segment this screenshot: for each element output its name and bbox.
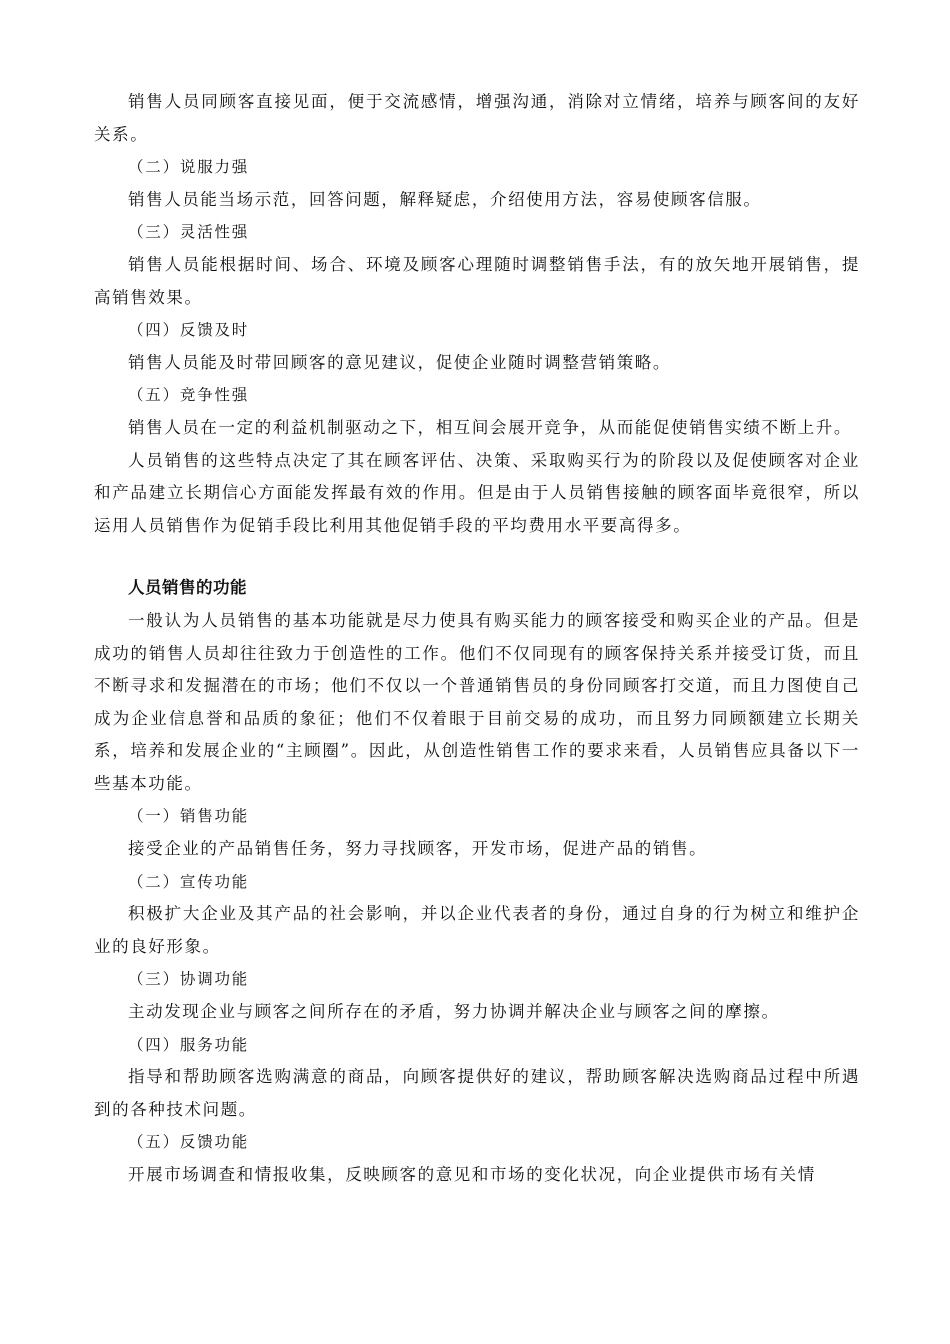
document-body [94, 86, 860, 1192]
subheading-persuasion: （二）说服力强 [128, 158, 250, 177]
paragraph-summary: 人员销售的这些特点决定了其在顾客评估、决策、采取购买行为的阶段以及促使顾客对企业和产品建立长期信心方面能发挥最有效的作用。但是由于人员销售接触的顾客面毕竟很窄，所以运用人员销售作为促销手段比利用其他促销手段的平均费用水平要高得多。 [94, 450, 860, 535]
subheading-feedback-function: （五）反馈功能 [128, 1133, 250, 1152]
subheading-promotion-function: （二）宣传功能 [128, 872, 250, 891]
paragraph-competitiveness: 销售人员在一定的利益机制驱动之下，相互间会展开竞争，从而能促使销售实绩不断上升。 [128, 417, 852, 437]
paragraph-sales-function: 接受企业的产品销售任务，努力寻找顾客，开发市场，促进产品的销售。 [128, 839, 708, 859]
paragraph-feedback-function: 开展市场调查和情报收集，反映顾客的意见和市场的变化状况，向企业提供市场有关情 [128, 1165, 816, 1184]
paragraph-feedback-timely: 销售人员能及时带回顾客的意见建议，促使企业随时调整营销策略。 [128, 352, 671, 372]
subheading-service-function: （四）服务功能 [128, 1035, 250, 1054]
subheading-competitiveness: （五）竞争性强 [128, 386, 250, 405]
paragraph-functions-intro: 一般认为人员销售的基本功能就是尽力使具有购买能力的顾客接受和购买企业的产品。但是成功的销售人员却往往致力于创造性的工作。他们不仅同现有的顾客保持关系并接受订货，而且不断寻求和发掘潜在的市场；他们不仅以一个普通销售员的身份同顾客打交道，而且力图使自己成为企业信息誉和品质的象征；他们不仅着眼于目前交易的成功，而且努力同顾额建立长期关系，培养和发展企业的“主顾圈”。因此，从创造性销售工作的要求来看，人员销售应具备以下一些基本功能。 [94, 610, 860, 793]
paragraph-intro: 销售人员同顾客直接见面，便于交流感情，增强沟通，消除对立情绪，培养与顾客间的友好关系。 [94, 92, 860, 144]
paragraph-persuasion: 销售人员能当场示范，回答问题，解释疑虑，介绍使用方法，容易使顾客信服。 [128, 189, 762, 209]
paragraph-promotion-function: 积极扩大企业及其产品的社会影响，并以企业代表者的身份，通过自身的行为树立和维护企业的良好形象。 [94, 904, 860, 956]
section-heading-functions: 人员销售的功能 [128, 578, 247, 598]
subheading-sales-function: （一）销售功能 [128, 807, 250, 826]
paragraph-coordination-function: 主动发现企业与顾客之间所存在的矛盾，努力协调并解决企业与顾客之间的摩擦。 [128, 1002, 780, 1022]
subheading-flexibility: （三）灵活性强 [128, 223, 250, 242]
subheading-feedback-timely: （四）反馈及时 [128, 321, 250, 340]
paragraph-flexibility: 销售人员能根据时间、场合、环境及顾客心理随时调整销售手法，有的放矢地开展销售，提高销售效果。 [94, 254, 860, 307]
subheading-coordination-function: （三）协调功能 [128, 970, 250, 989]
paragraph-service-function: 指导和帮助顾客选购满意的商品，向顾客提供好的建议，帮助顾客解决选购商品过程中所遇到的各种技术问题。 [94, 1067, 860, 1119]
